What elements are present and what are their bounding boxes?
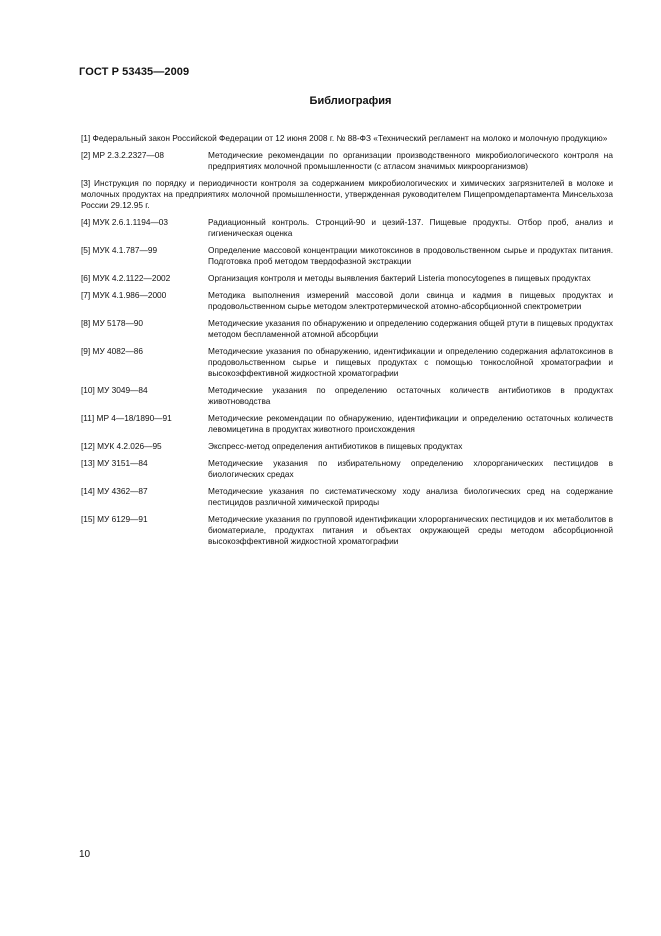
bibliography-item	[81, 441, 613, 452]
document-header: ГОСТ Р 53435—2009	[79, 66, 190, 78]
reference-code: [8] МУ 5178—90	[81, 318, 143, 328]
bibliography-item	[81, 290, 613, 312]
bibliography-item	[81, 514, 613, 547]
reference-code: [13] МУ 3151—84	[81, 458, 148, 468]
reference-code: [10] МУ 3049—84	[81, 385, 148, 395]
reference-text: Методические рекомендации по обнаружению, идентификации и определению остаточных количеств левомицетина в продуктах животного происхождения	[208, 413, 613, 434]
reference-code: [5] МУК 4.1.787—99	[81, 245, 158, 255]
bibliography-list	[81, 133, 613, 547]
reference-text: [1] Федеральный закон Российской Федерации от 12 июня 2008 г. № 88-ФЗ «Технический регламент на молоко и молочную продукцию»	[81, 133, 608, 143]
bibliography-item	[81, 458, 613, 480]
reference-code: [12] МУК 4.2.026—95	[81, 441, 162, 451]
reference-text: Методические указания по избирательному определению хлорорганических пестицидов в биологических средах	[208, 458, 613, 479]
reference-text: Организация контроля и методы выявления бактерий Listeria monocytogenes в пищевых продуктах	[208, 273, 591, 283]
bibliography-item	[81, 273, 613, 284]
reference-text: [3] Инструкция по порядку и периодичности контроля за содержанием микробиологических и химических загрязнителей в молоке и молочных продуктах на предприятиях молочной промышленности, утвержденная руководителем Пищепромдепартамента Минсельхоза России 29.12.95 г.	[81, 178, 613, 210]
reference-code: [14] МУ 4362—87	[81, 486, 148, 496]
bibliography-item	[81, 133, 613, 144]
reference-code: [4] МУК 2.6.1.1194—03	[81, 217, 168, 227]
bibliography-item	[81, 486, 613, 508]
bibliography-item	[81, 245, 613, 267]
bibliography-item	[81, 217, 613, 239]
reference-text: Методические указания по обнаружению, идентификации и определению содержания афлатоксинов в продовольственном сырье и пищевых продуктах с помощью тонкослойной хроматографии и высокоэффективной жидкостной хроматографии	[208, 346, 613, 378]
reference-code: [6] МУК 4.2.1122—2002	[81, 273, 171, 283]
reference-text: Радиационный контроль. Стронций-90 и цезий-137. Пищевые продукты. Отбор проб, анализ и гигиеническая оценка	[208, 217, 613, 238]
reference-code: [2] МР 2.3.2.2327—08	[81, 150, 165, 160]
reference-code: [7] МУК 4.1.986—2000	[81, 290, 167, 300]
reference-text: Методические указания по обнаружению и определению содержания общей ртути в пищевых продуктах методом беспламенной атомной абсорбции	[208, 318, 613, 339]
reference-text: Определение массовой концентрации микотоксинов в продовольственном сырье и продуктах питания. Подготовка проб методом твердофазной экстракции	[208, 245, 613, 266]
bibliography-item	[81, 385, 613, 407]
page-number: 10	[79, 849, 91, 860]
bibliography-item	[81, 318, 613, 340]
bibliography-item	[81, 150, 613, 172]
bibliography-item	[81, 178, 613, 211]
reference-text: Методические указания по систематическому ходу анализа биологических сред на содержание пестицидов различной химической природы	[208, 486, 613, 507]
reference-text: Экспресс-метод определения антибиотиков в пищевых продуктах	[208, 441, 463, 451]
reference-code: [15] МУ 6129—91	[81, 514, 148, 524]
reference-code: [9] МУ 4082—86	[81, 346, 143, 356]
reference-text: Методические указания по групповой идентификации хлорорганических пестицидов и их метаболитов в биоматериале, продуктах питания и объектах окружающей среды методом абсорбционной высокоэффективной жидкостной хроматографии	[208, 514, 613, 546]
bibliography-item	[81, 413, 613, 435]
reference-text: Методические указания по определению остаточных количеств антибиотиков в продуктах животноводства	[208, 385, 613, 406]
reference-text: Методика выполнения измерений массовой доли свинца и кадмия в пищевых продуктах и продовольственном сырье методом электротермической атомно-абсорбционной спектрометрии	[208, 290, 613, 311]
reference-code: [11] МР 4—18/1890—91	[81, 413, 172, 423]
bibliography-item	[81, 346, 613, 379]
reference-text: Методические рекомендации по организации производственного микробиологического контроля на предприятиях молочной промышленности (с атласом значимых микроорганизмов)	[208, 150, 613, 171]
page-title: Библиография	[309, 95, 392, 107]
